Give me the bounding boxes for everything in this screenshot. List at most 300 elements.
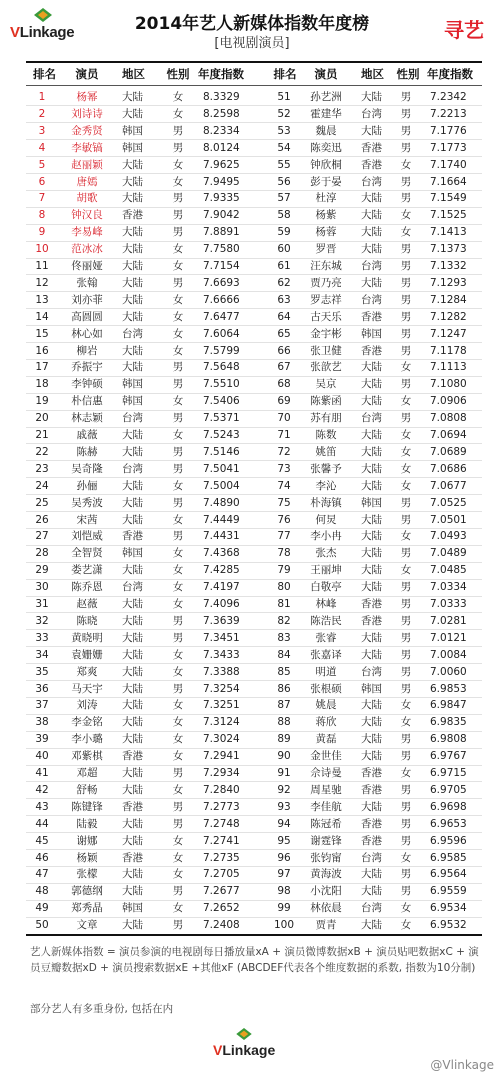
score-cell: 7.0334: [430, 581, 467, 594]
name-cell: 朴海镇: [310, 496, 342, 509]
table-row: [0, 410, 504, 427]
rank-cell: 2: [38, 107, 46, 120]
gender-cell: 男: [400, 293, 412, 306]
gender-cell: 男: [400, 631, 412, 644]
table-row: [0, 343, 504, 360]
rank-cell: 75: [277, 496, 291, 509]
rank-cell: 6: [38, 175, 46, 188]
name-cell: 张翰: [76, 276, 98, 289]
region-cell: 大陆: [122, 783, 143, 796]
table-row: [0, 393, 504, 410]
gender-cell: 女: [172, 429, 184, 441]
region-cell: 香港: [361, 344, 382, 357]
region-cell: 韩国: [122, 395, 143, 408]
rank-cell: 45: [35, 834, 49, 847]
rank-cell: 19: [35, 395, 49, 408]
rank-cell: 41: [35, 767, 49, 779]
region-cell: 大陆: [122, 716, 143, 729]
gender-cell: 女: [400, 361, 412, 374]
score-cell: 7.1776: [430, 124, 467, 137]
name-cell: 佘诗曼: [310, 767, 342, 779]
table-row: [0, 748, 504, 765]
name-cell: 李佳航: [310, 800, 342, 813]
gender-cell: 男: [172, 631, 184, 644]
gender-cell: 男: [400, 834, 412, 847]
score-cell: 7.2677: [203, 885, 240, 898]
rank-cell: 77: [277, 530, 291, 543]
score-cell: 7.9042: [203, 209, 240, 222]
name-cell: 罗晋: [315, 243, 337, 256]
score-cell: 7.2735: [203, 851, 240, 864]
rank-cell: 79: [277, 564, 291, 577]
rank-cell: 59: [277, 226, 291, 239]
score-cell: 6.9705: [430, 783, 467, 796]
rank-cell: 34: [35, 648, 49, 661]
name-cell: 霍建华: [310, 107, 342, 120]
score-cell: 7.5041: [203, 462, 240, 475]
rank-cell: 67: [277, 361, 291, 374]
name-cell: 李钟硕: [71, 378, 103, 391]
region-cell: 韩国: [122, 547, 143, 560]
name-cell: 邓紫棋: [71, 750, 103, 763]
table-row: [0, 376, 504, 393]
score-cell: 7.1293: [430, 276, 467, 289]
region-cell: 台湾: [122, 412, 143, 425]
score-cell: 7.6693: [203, 276, 240, 289]
score-cell: 7.0333: [430, 598, 467, 610]
rank-cell: 49: [35, 902, 49, 915]
rank-cell: 60: [277, 243, 291, 256]
rank-cell: 1: [38, 91, 46, 103]
table-row: [0, 207, 504, 224]
header-rank: 排名: [33, 67, 56, 81]
name-cell: 孙俪: [76, 479, 98, 492]
gender-cell: 女: [400, 209, 412, 222]
gender-cell: 男: [400, 412, 412, 425]
rank-cell: 35: [35, 665, 49, 678]
header-gender-2: 性别: [396, 67, 420, 81]
header-rank-2: 排名: [273, 67, 297, 81]
rank-cell: 95: [277, 834, 291, 847]
multi-identity-note: 部分艺人有多重身份, 包括在内: [30, 1003, 174, 1015]
score-cell: 7.5004: [203, 479, 240, 492]
rank-cell: 12: [35, 276, 49, 289]
name-cell: 罗志祥: [310, 293, 342, 306]
region-cell: 台湾: [361, 902, 382, 915]
rank-cell: 82: [277, 614, 291, 627]
gender-cell: 男: [172, 682, 184, 695]
name-cell: 唐嫣: [76, 175, 98, 188]
score-cell: 7.5406: [203, 395, 240, 408]
name-cell: 陈乔恩: [71, 581, 103, 594]
score-cell: 7.7154: [203, 260, 240, 272]
gender-cell: 男: [400, 885, 412, 898]
region-cell: 大陆: [361, 395, 382, 408]
region-cell: 大陆: [122, 429, 143, 441]
table-row: [0, 292, 504, 309]
gender-cell: 女: [400, 564, 412, 577]
name-cell: 张嘉译: [310, 648, 342, 661]
score-cell: 7.0060: [430, 665, 467, 678]
score-cell: 6.9596: [430, 834, 467, 847]
rank-cell: 78: [277, 547, 291, 560]
region-cell: 大陆: [122, 614, 143, 627]
table-row: [0, 309, 504, 326]
region-cell: 大陆: [122, 767, 143, 779]
rank-cell: 64: [277, 310, 291, 323]
header-gender: 性别: [166, 67, 190, 81]
name-cell: 苏有朋: [310, 412, 342, 425]
gender-cell: 女: [172, 716, 184, 729]
gender-cell: 男: [400, 648, 412, 661]
score-cell: 7.2773: [203, 800, 240, 813]
name-cell: 文章: [76, 919, 98, 932]
rank-cell: 93: [277, 800, 291, 813]
gender-cell: 女: [400, 226, 412, 239]
table-row: [0, 782, 504, 799]
gender-cell: 女: [400, 445, 412, 458]
score-cell: 7.4285: [203, 564, 240, 577]
score-cell: 7.0525: [430, 496, 467, 509]
rank-cell: 83: [277, 631, 291, 644]
region-cell: 香港: [122, 800, 143, 813]
gender-cell: 女: [172, 344, 184, 357]
footer-logo-text: VLinkage: [213, 1042, 276, 1058]
gender-cell: 男: [172, 530, 184, 543]
score-cell: 7.0489: [430, 547, 467, 560]
table-row: [0, 799, 504, 816]
score-cell: 7.1740: [430, 158, 467, 171]
score-cell: 7.9625: [203, 158, 240, 171]
header-region-2: 地区: [361, 67, 384, 81]
rank-cell: 21: [35, 429, 49, 441]
region-cell: 韩国: [361, 327, 382, 340]
region-cell: 大陆: [122, 699, 143, 712]
name-cell: 胡歌: [76, 192, 98, 205]
score-cell: 6.9698: [430, 800, 467, 813]
rank-cell: 30: [35, 581, 49, 594]
table-row: [0, 917, 504, 934]
name-cell: 乔振宇: [71, 361, 103, 374]
name-cell: 李沁: [315, 479, 337, 492]
name-cell: 彭于晏: [310, 175, 342, 188]
region-cell: 大陆: [361, 513, 382, 526]
region-cell: 大陆: [361, 800, 382, 813]
gender-cell: 女: [172, 902, 184, 915]
name-cell: 邓超: [76, 767, 98, 779]
score-cell: 7.5146: [203, 445, 240, 458]
region-cell: 台湾: [122, 327, 143, 340]
region-cell: 大陆: [361, 530, 382, 543]
name-cell: 李小璐: [71, 733, 103, 746]
rank-cell: 74: [277, 479, 291, 492]
region-cell: 大陆: [122, 682, 143, 695]
rank-cell: 7: [38, 192, 46, 205]
rank-cell: 44: [35, 817, 49, 830]
name-cell: 金宇彬: [310, 327, 342, 340]
name-cell: 李小冉: [310, 530, 342, 543]
region-cell: 香港: [361, 817, 382, 830]
name-cell: 黄晓明: [71, 631, 103, 644]
table-row: [0, 495, 504, 512]
name-cell: 蒋欣: [315, 716, 337, 729]
rank-cell: 65: [277, 327, 291, 340]
name-cell: 柳岩: [76, 344, 98, 357]
region-cell: 大陆: [122, 885, 143, 898]
table-header: [0, 66, 504, 84]
score-cell: 7.0686: [430, 462, 467, 475]
rank-cell: 88: [277, 716, 291, 729]
name-cell: 周星驰: [310, 783, 342, 796]
region-cell: 大陆: [361, 124, 382, 137]
name-cell: 姚笛: [315, 445, 337, 458]
region-cell: 香港: [361, 598, 382, 610]
name-cell: 张歆艺: [310, 361, 342, 374]
gender-cell: 女: [172, 547, 184, 560]
xunyi-brand: 寻艺: [444, 18, 484, 42]
name-cell: 谢霆锋: [310, 834, 342, 847]
region-cell: 大陆: [122, 243, 143, 256]
score-cell: 7.3254: [203, 682, 240, 695]
gender-cell: 男: [172, 378, 184, 391]
gender-cell: 女: [400, 851, 412, 864]
name-cell: 谢娜: [76, 834, 98, 847]
region-cell: 大陆: [361, 581, 382, 594]
score-cell: 7.4449: [203, 513, 240, 526]
name-cell: 陈奕迅: [310, 141, 342, 154]
region-cell: 大陆: [122, 344, 143, 357]
rank-cell: 15: [35, 327, 49, 340]
table-row: [0, 647, 504, 664]
gender-cell: 女: [400, 158, 412, 171]
score-cell: 7.0281: [430, 614, 467, 627]
gender-cell: 男: [400, 124, 412, 137]
table-row: [0, 596, 504, 613]
region-cell: 大陆: [361, 276, 382, 289]
table-row: [0, 697, 504, 714]
score-cell: 7.6064: [203, 327, 240, 340]
table-row: [0, 157, 504, 174]
gender-cell: 女: [172, 581, 184, 594]
region-cell: 大陆: [361, 479, 382, 492]
score-cell: 7.4890: [203, 496, 240, 509]
score-cell: 7.3251: [203, 699, 240, 712]
header-score-2: 年度指数: [427, 67, 473, 81]
rank-cell: 3: [38, 124, 46, 137]
page-header: [0, 0, 504, 58]
rank-cell: 8: [38, 209, 46, 222]
footer-vlinkage-logo: [213, 1028, 293, 1060]
table-row: [0, 190, 504, 207]
footer-logo-emblem-icon: [236, 1028, 252, 1040]
table-row: [0, 258, 504, 275]
score-cell: 7.2748: [203, 817, 240, 830]
name-cell: 王丽坤: [310, 564, 342, 577]
name-cell: 全智贤: [71, 547, 103, 560]
name-cell: 陈赫: [76, 445, 98, 458]
region-cell: 韩国: [122, 141, 143, 154]
gender-cell: 女: [172, 665, 184, 678]
header-name: 演员: [75, 67, 99, 81]
gender-cell: 女: [400, 767, 412, 779]
region-cell: 大陆: [122, 158, 143, 171]
score-cell: 7.8891: [203, 226, 240, 239]
name-cell: 孙艺洲: [310, 91, 342, 103]
name-cell: 白敬亭: [310, 581, 342, 594]
name-cell: 姚晨: [315, 699, 337, 712]
rank-cell: 17: [35, 361, 49, 374]
table-row: [0, 714, 504, 731]
name-cell: 贾青: [315, 919, 337, 932]
gender-cell: 男: [172, 614, 184, 627]
region-cell: 韩国: [122, 902, 143, 915]
score-cell: 7.0121: [430, 631, 467, 644]
name-cell: 赵薇: [76, 598, 98, 610]
score-cell: 6.9847: [430, 699, 467, 712]
rank-cell: 92: [277, 783, 291, 796]
rank-cell: 86: [277, 682, 291, 695]
rank-cell: 14: [35, 310, 49, 323]
name-cell: 范冰冰: [71, 243, 103, 256]
gender-cell: 女: [172, 733, 184, 746]
region-cell: 大陆: [361, 699, 382, 712]
region-cell: 大陆: [361, 868, 382, 881]
rank-cell: 27: [35, 530, 49, 543]
name-cell: 何炅: [315, 513, 337, 526]
gender-cell: 女: [400, 462, 412, 475]
region-cell: 香港: [361, 767, 382, 779]
gender-cell: 男: [400, 496, 412, 509]
rank-cell: 66: [277, 344, 291, 357]
name-cell: 杜淳: [315, 192, 337, 205]
region-cell: 大陆: [122, 817, 143, 830]
table-row: [0, 106, 504, 123]
gender-cell: 女: [400, 902, 412, 915]
table-row: [0, 866, 504, 883]
gender-cell: 男: [400, 547, 412, 560]
gender-cell: 男: [400, 581, 412, 594]
score-cell: 7.9335: [203, 192, 240, 205]
region-cell: 大陆: [122, 293, 143, 306]
name-cell: 陈数: [315, 429, 337, 441]
region-cell: 台湾: [361, 851, 382, 864]
name-cell: 吴奇隆: [71, 462, 103, 475]
gender-cell: 男: [400, 260, 412, 272]
score-cell: 7.6477: [203, 310, 240, 323]
region-cell: 大陆: [361, 243, 382, 256]
gender-cell: 男: [172, 124, 184, 137]
gender-cell: 男: [400, 733, 412, 746]
name-cell: 吴秀波: [71, 496, 103, 509]
name-cell: 张睿: [315, 631, 337, 644]
rank-cell: 53: [277, 124, 291, 137]
rank-cell: 29: [35, 564, 49, 577]
rank-cell: 42: [35, 783, 49, 796]
gender-cell: 女: [172, 91, 184, 103]
name-cell: 贾乃亮: [310, 276, 342, 289]
gender-cell: 女: [172, 564, 184, 577]
region-cell: 大陆: [122, 564, 143, 577]
table-row: [0, 883, 504, 900]
gender-cell: 女: [172, 243, 184, 256]
region-cell: 香港: [361, 834, 382, 847]
region-cell: 台湾: [361, 107, 382, 120]
gender-cell: 男: [172, 496, 184, 509]
rank-cell: 58: [277, 209, 291, 222]
gender-cell: 女: [400, 716, 412, 729]
gender-cell: 男: [400, 344, 412, 357]
score-cell: 7.5243: [203, 429, 240, 441]
region-cell: 大陆: [361, 750, 382, 763]
region-cell: 大陆: [361, 564, 382, 577]
rank-cell: 80: [277, 581, 291, 594]
weibo-watermark: @Vlinkage: [430, 1058, 494, 1072]
gender-cell: 女: [172, 834, 184, 847]
table-row: [0, 562, 504, 579]
gender-cell: 男: [172, 192, 184, 205]
name-cell: 林依晨: [310, 902, 342, 915]
region-cell: 大陆: [361, 885, 382, 898]
score-cell: 7.1113: [430, 361, 467, 374]
score-cell: 6.9835: [430, 716, 467, 729]
rank-cell: 13: [35, 293, 49, 306]
region-cell: 韩国: [122, 124, 143, 137]
rank-cell: 4: [38, 141, 46, 154]
score-cell: 7.2652: [203, 902, 240, 915]
region-cell: 大陆: [122, 479, 143, 492]
rank-cell: 68: [277, 378, 291, 391]
gender-cell: 男: [400, 192, 412, 205]
name-cell: 陈键锋: [71, 800, 103, 813]
score-cell: 7.3639: [203, 614, 240, 627]
page-subtitle: [电视剧演员]: [214, 36, 290, 51]
rank-cell: 20: [35, 412, 49, 425]
rank-cell: 99: [277, 902, 291, 915]
gender-cell: 男: [400, 817, 412, 830]
score-cell: 7.3024: [203, 733, 240, 746]
name-cell: 林志颖: [71, 412, 103, 425]
gender-cell: 女: [172, 513, 184, 526]
score-cell: 7.2840: [203, 783, 240, 796]
score-cell: 6.9808: [430, 733, 467, 746]
region-cell: 香港: [122, 209, 143, 222]
name-cell: 汪东城: [310, 260, 342, 272]
gender-cell: 男: [400, 276, 412, 289]
region-cell: 台湾: [122, 462, 143, 475]
rank-cell: 16: [35, 344, 49, 357]
rank-cell: 71: [277, 429, 291, 441]
name-cell: 黄海波: [310, 868, 342, 881]
region-cell: 香港: [361, 783, 382, 796]
gender-cell: 男: [172, 276, 184, 289]
region-cell: 大陆: [122, 445, 143, 458]
name-cell: 钟欣桐: [310, 158, 342, 171]
region-cell: 大陆: [122, 868, 143, 881]
name-cell: 郑爽: [76, 665, 98, 678]
table-row: [0, 731, 504, 748]
rank-cell: 55: [277, 158, 291, 171]
name-cell: 刘亦菲: [71, 293, 103, 306]
gender-cell: 男: [400, 141, 412, 154]
score-cell: 6.9559: [430, 885, 467, 898]
region-cell: 台湾: [122, 581, 143, 594]
table-row: [0, 241, 504, 258]
gender-cell: 男: [400, 91, 412, 103]
gender-cell: 女: [172, 750, 184, 763]
name-cell: 林峰: [315, 598, 337, 610]
table-top-rule: [26, 61, 482, 63]
score-cell: 7.3388: [203, 665, 240, 678]
